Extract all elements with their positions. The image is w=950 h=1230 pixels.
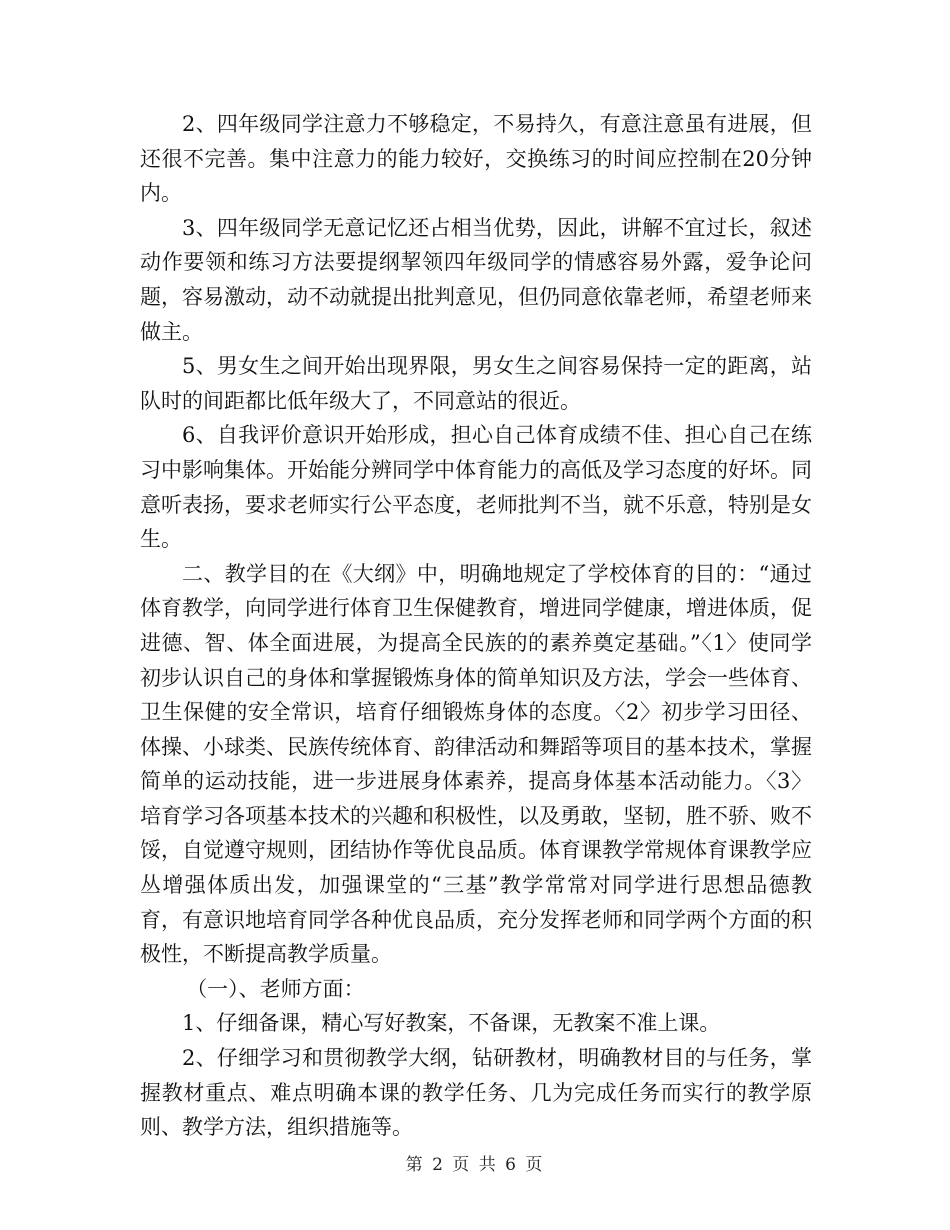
page-number-footer: 第 2 页 共 6 页 xyxy=(405,1155,545,1175)
paragraph-teaching-goals: 二、教学目的在《大纲》中，明确地规定了学校体育的目的：“通过体育教学，向同学进行体育卫生保健教育，增进同学健康，增进体质，促进德、智、体全面进展，为提高全民族的的素养奠定基础。”〈1〉使同学初步认识自己的身体和掌握锻炼身体的简单知识及方法，学会一些体育、卫生保健的安全常识，培育仔细锻炼身体的态度。〈2〉初步学习田径、体操、小球类、民族传统体育、韵律活动和舞蹈等项目的基本技术，掌握简单的运动技能，进一步进展身体素养，提高身体基本活动能力。〈3〉培育学习各项基本技术的兴趣和积极性，以及勇敢，坚韧，胜不骄、败不馁，自觉遵守规则，团结协作等优良品质。体育课教学常规体育课教学应丛增强体质出发，加强课堂的“三基”教学常常对同学进行思想品德教育，有意识地培育同学各种优良品质，充分发挥老师和同学两个方面的积极性，不断提高教学质量。 xyxy=(140,561,812,967)
paragraph-gender-boundary: 5、男女生之间开始出现界限，男女生之间容易保持一定的距离，站队时的间距都比低年级大了，不同意站的很近。 xyxy=(140,354,812,413)
paragraph-memory: 3、四年级同学无意记忆还占相当优势，因此，讲解不宜过长，叙述动作要领和练习方法要提纲挈领四年级同学的情感容易外露，爱争论问题，容易激动，动不动就提出批判意见，但仍同意依靠老师，希望老师来做主。 xyxy=(140,215,812,344)
paragraph-self-evaluation: 6、自我评价意识开始形成，担心自己体育成绩不佳、担心自己在练习中影响集体。开始能分辨同学中体育能力的高低及学习态度的好坏。同意听表扬，要求老师实行公平态度，老师批判不当，就不乐意，特别是女生。 xyxy=(140,423,812,552)
paragraph-lesson-prep: 1、仔细备课，精心写好教案，不备课，无教案不准上课。 xyxy=(182,1011,721,1036)
document-body xyxy=(140,107,812,1145)
paragraph-attention: 2、四年级同学注意力不够稳定，不易持久，有意注意虽有进展，但还很不完善。集中注意力的能力较好，交换练习的时间应控制在20分钟内。 xyxy=(140,112,812,206)
section-heading-teacher: （一）、老师方面： xyxy=(186,976,365,1001)
paragraph-syllabus-study: 2、仔细学习和贯彻教学大纲，钻研教材，明确教材目的与任务，掌握教材重点、难点明确本课的教学任务、几为完成任务而实行的教学原则、教学方法，组织措施等。 xyxy=(140,1046,812,1140)
